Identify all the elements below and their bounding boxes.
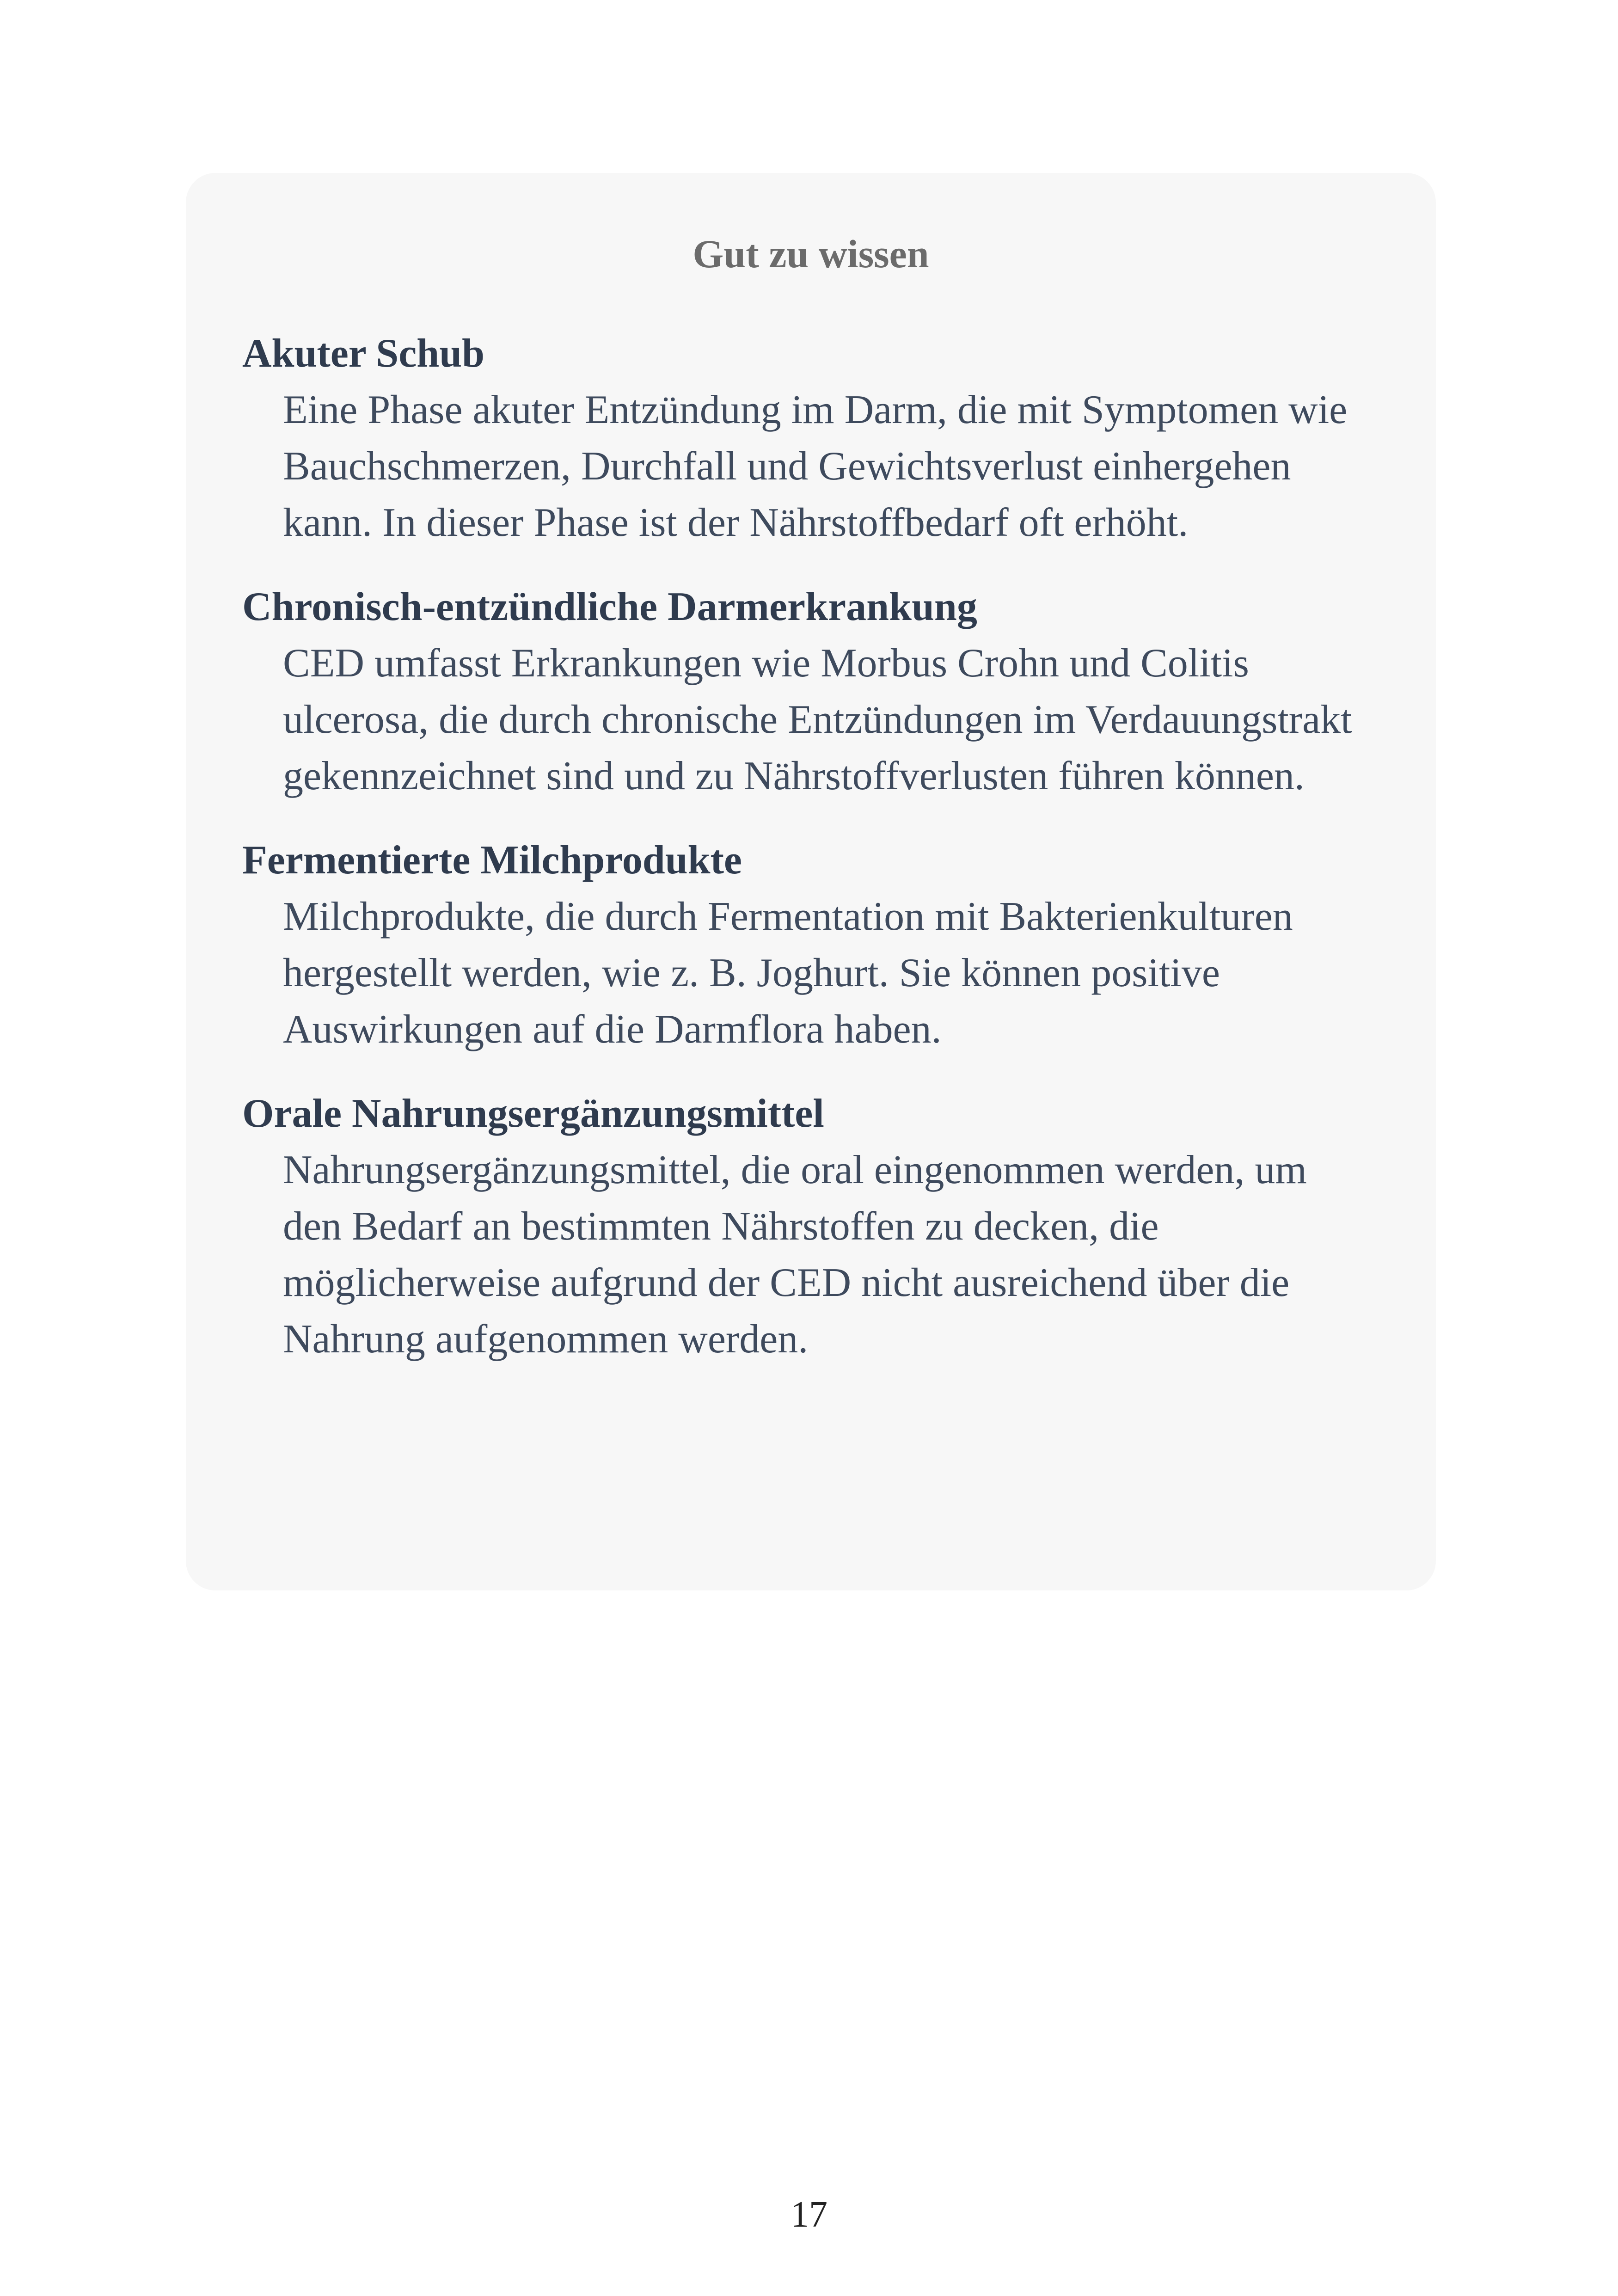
glossary-term: Akuter Schub xyxy=(242,331,485,376)
glossary-definition: Eine Phase akuter Entzündung im Darm, die mit Symptomen wie Bauchschmerzen, Durchfall und Gewichtsverlust einhergehen kann. In dieser Phase ist der Nährstoffbedarf oft erhöht. xyxy=(283,387,1348,545)
glossary-list xyxy=(242,325,1367,1395)
glossary-definition: Nahrungsergänzungsmittel, die oral eingenommen werden, um den Bedarf an bestimmten Nährstoffen zu decken, die möglicherweise aufgrund der CED nicht ausreichend über die Nahrung aufgenommen werden. xyxy=(283,1148,1307,1362)
glossary-entry xyxy=(242,832,1367,1058)
glossary-term: Chronisch-entzündliche Darmerkrankung xyxy=(242,584,977,629)
glossary-definition: CED umfasst Erkrankungen wie Morbus Crohn und Colitis ulcerosa, die durch chronische Entzündungen im Verdauungstrakt gekennzeichnet sind und zu Nährstoffverlusten führen können. xyxy=(283,641,1352,798)
glossary-term: Fermentierte Milchprodukte xyxy=(242,838,742,883)
glossary-entry xyxy=(242,1086,1367,1368)
glossary-entry xyxy=(242,325,1367,551)
glossary-entry xyxy=(242,579,1367,804)
glossary-term: Orale Nahrungsergänzungsmittel xyxy=(242,1091,824,1136)
glossary-definition: Milchprodukte, die durch Fermentation mit Bakterienkulturen hergestellt werden, wie z. B. Joghurt. Sie können positive Auswirkungen auf die Darmflora haben. xyxy=(283,894,1293,1052)
box-title: Gut zu wissen xyxy=(693,232,929,276)
page-number: 17 xyxy=(791,2194,827,2235)
info-box xyxy=(186,173,1436,1590)
